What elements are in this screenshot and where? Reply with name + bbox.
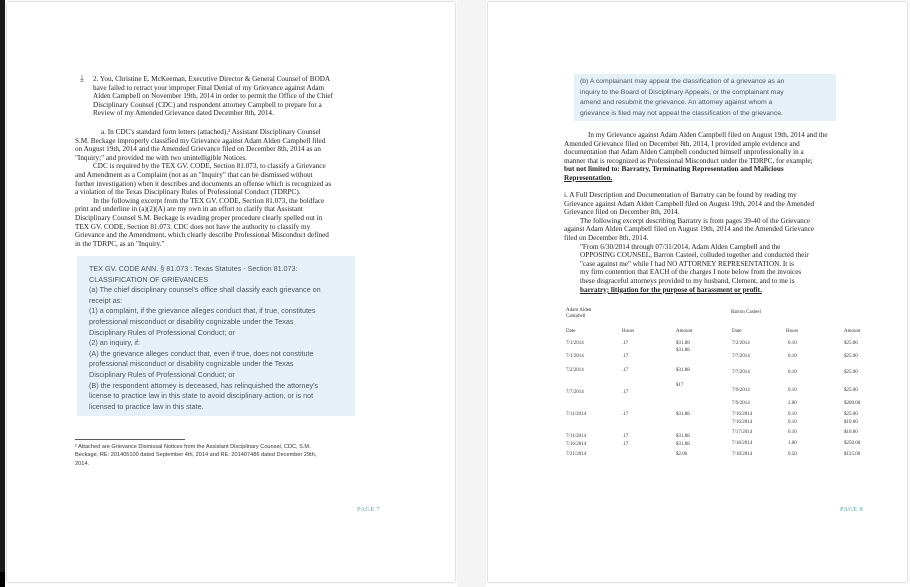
statute-b-line: grievance is filed may not appeal the classification of the grievance. — [580, 109, 783, 117]
statute-line: TEX GV. CODE ANN. § 81.073 : Texas Statutes - Section 81.073: — [89, 264, 298, 273]
table-cell: 7/1/2014 — [566, 341, 584, 346]
statute-line: (A) the grievance alleges conduct that, even if true, does not constitute — [89, 348, 314, 358]
statute-line: (2) an inquiry, if: — [89, 338, 140, 348]
table-cell: $25.00 — [844, 354, 858, 359]
para1-line: Representation. — [564, 174, 613, 182]
footnote-line: Beckage, RE: 201405100 dated September 4th, 2014 and RE: 201407486 dated December 29th, — [75, 452, 317, 459]
table-cell: 7/2/2014 — [732, 341, 750, 346]
table-cell: 0.10 — [788, 420, 797, 425]
table-cell: 7/17/2014 — [732, 430, 753, 435]
table-header: Date — [732, 329, 742, 334]
table-cell: $31.88 — [676, 341, 690, 346]
table-cell: $31.88 — [676, 368, 690, 373]
table-header: Amount — [844, 329, 861, 334]
table-cell: 7/16/2014 — [732, 412, 753, 417]
table-cell: 7/9/2014 — [732, 401, 750, 406]
statute-line: Disciplinary Rules of Professional Conduct; or — [89, 327, 235, 337]
para1-line: Amended Grievance filed on December 8th, 2014, I provided ample evidence and — [564, 139, 800, 148]
page-number: PAGE 7 — [357, 506, 381, 513]
statute-line: professional misconduct or disability cognizable under the Texas — [89, 359, 294, 369]
table-cell: 0.10 — [788, 370, 797, 375]
table-cell: 0.10 — [788, 388, 797, 393]
statute-line: licensed to practice law in this state. — [89, 401, 204, 411]
table-cell: 7/18/2014 — [732, 441, 753, 446]
table-cell: 7/1/2014 — [566, 354, 584, 359]
para-i-line: against Adam Alden Campbell filed on August 19th, 2014 and the Amended Grievance — [564, 225, 815, 234]
table-header: Date — [566, 329, 576, 334]
table-cell: 7/2/2014 — [566, 368, 584, 373]
scan-edge — [0, 0, 5, 587]
table-cell: $31.88 — [676, 442, 690, 447]
footnote-line: 2014. — [75, 460, 89, 467]
statute-line: (1) a complaint, if the grievance alleges conduct that, if true, constitutes — [89, 306, 316, 316]
item2-line: Review of my Amended Grievance dated December 8th, 2014. — [93, 109, 274, 118]
table-cell: $25.00 — [844, 412, 858, 417]
para-a-line: Disciplinary Counsel S.M. Beckage is evading proper procedure clearly spelled out in — [75, 214, 323, 222]
table-cell: $10.00 — [844, 420, 858, 425]
statute-line: license to practice law in this state to avoid disciplinary action, or is not — [89, 391, 314, 401]
table-cell: $25.00 — [844, 370, 858, 375]
table-cell: 7/7/2014 — [566, 390, 584, 395]
table-cell: 1.00 — [788, 441, 797, 446]
table-right-title: Barron Casteel — [731, 310, 761, 315]
table-cell: 7/21/2014 — [566, 452, 587, 457]
footnote-rule — [75, 439, 185, 440]
para-a-line: print and underline in (a)(2)(A) are my own in an effort to clarify that Assistant — [75, 205, 303, 214]
para-a-line: and Amendment as a Complaint (not as an "Inquiry" that can be dismissed without — [75, 171, 313, 179]
table-cell: 7/18/2014 — [732, 452, 753, 457]
page-number: PAGE 8 — [840, 506, 864, 513]
table-cell: $2.06 — [676, 452, 688, 457]
statute-line: (B) the respondent attorney is deceased, has relinquished the attorney's — [89, 380, 319, 390]
table-cell: 7/7/2014 — [732, 370, 750, 375]
item2-line: Alden Campbell on November 19th, 2014 in order to permit the Office of the Chief — [93, 92, 333, 101]
table-cell: $31.88 — [676, 434, 690, 439]
table-cell: $31.88 — [676, 412, 690, 417]
para-a-line: Grievance and the Amendment, which clearly describe Professional Misconduct defined — [75, 231, 329, 240]
table-cell: 7/9/2014 — [732, 388, 750, 393]
quote-line: these disgraceful attorneys provided to my husband, Clement, and to me is — [580, 277, 795, 285]
para-i-line: i. A Full Description and Documentation of Barratry can be found by reading my — [564, 191, 797, 199]
table-left-title: Campbell — [566, 314, 586, 319]
table-cell: 7/11/2014 — [566, 412, 587, 417]
statute-line: professional misconduct or disability cognizable under the Texas — [89, 317, 294, 326]
para-a-line: TEX GV. CODE, Section 81.073. CDC does not have the authority to classify my — [75, 222, 311, 231]
statute-line: CLASSIFICATION OF GRIEVANCES — [89, 274, 209, 284]
statute-line: (a) The chief disciplinary counsel's office shall classify each grievance on — [89, 285, 321, 295]
table-cell: .17 — [622, 341, 629, 346]
statute-line: Disciplinary Rules of Professional Conduct; or — [89, 370, 235, 379]
table-cell: 7/16/2014 — [732, 420, 753, 425]
page-8 — [488, 2, 907, 582]
table-cell: 0.10 — [788, 354, 797, 359]
statute-b-line: inquiry to the Board of Disciplinary Appeals, or the complainant may — [580, 88, 784, 96]
quote-line: "From 6/30/2014 through 07/31/2014, Adam Alden Campbell and the — [580, 242, 781, 251]
table-cell: $25.00 — [844, 388, 858, 393]
para-i-line: filed on December 8th, 2014. — [564, 234, 649, 242]
item2-line: 2. You, Christine E. McKeeman, Executive Director & General Counsel of BODA — [93, 75, 331, 83]
table-cell: $31.88 — [676, 348, 690, 353]
table-cell: $250.00 — [844, 441, 861, 446]
quote-line: OPPOSING COUNSEL, Barron Casteel, colluded together and conducted their — [580, 251, 809, 260]
table-cell: 0.10 — [788, 341, 797, 346]
table-cell: $10.00 — [844, 430, 858, 435]
quote-line: "case against me" while I had NO ATTORNEY REPRESENTATION. It is — [580, 259, 794, 268]
table-header: Amount — [676, 329, 693, 334]
table-cell: 0.50 — [788, 452, 797, 457]
para-a-line: a violation of the Texas Disciplinary Rules of Professional Conduct (TDRPC). — [75, 188, 301, 197]
para1-line: but not limited to: Barratry, Terminating Representation and Malicious — [564, 165, 784, 174]
para-a-line: on August 19th, 2014 and the Amended Grievance filed on December 8th, 2014 as an — [75, 145, 321, 154]
para-a-line: In the following excerpt from the TEX GV. CODE, Section 81.073, the boldface — [93, 196, 325, 205]
para-a-line: "Inquiry;" and provided me with two unintelligible Notices. — [75, 153, 247, 162]
table-cell: $125.00 — [844, 452, 861, 457]
table-cell: 2.00 — [788, 401, 797, 406]
quote-line: barratry; litigation for the purpose of harassment or profit. — [580, 285, 762, 294]
para-a-line: in the TDRPC, as an "Inquiry." — [75, 239, 165, 248]
page-7 — [7, 2, 455, 582]
table-cell: $25.00 — [844, 341, 858, 346]
para1-line: manner that is recognized as Professional Misconduct under the TDRPC, for example; — [564, 156, 813, 165]
statute-b-line: (b) A complainant may appeal the classification of a grievance as an — [580, 78, 785, 85]
para-a-line: S.M. Beckage improperly classified my Grievance against Adam Alden Campbell filed — [75, 136, 326, 145]
table-cell: 7/16/2014 — [566, 442, 587, 447]
item2-line: have failed to retract your improper Final Denial of my Grievance against Adam — [93, 83, 325, 92]
para-i-line: Grievance filed on December 8th, 2014. — [564, 208, 680, 217]
footnote-line: ² Attached are Grievance Dismissal Notices from the Assistant Disciplinary Counsel, CDC, S.M. — [75, 444, 311, 450]
para1-line: documentation that Adam Alden Campbell conducted himself unprofessionally in a — [564, 148, 804, 157]
scan-edge-bottom — [0, 572, 5, 587]
table-cell: .17 — [622, 434, 629, 439]
table-cell: .17 — [622, 390, 629, 395]
para-a-line: further investigation) when it describes and documents an offense which is recognized as — [75, 179, 332, 188]
table-left-title: Adam Alden — [566, 308, 592, 313]
arrow-down-icon: ⤓ — [80, 73, 84, 83]
table-cell: .17 — [622, 412, 629, 417]
table-cell: .17 — [622, 442, 629, 447]
page-gutter — [457, 0, 486, 587]
table-cell: 7/11/2014 — [566, 434, 587, 439]
statute-b-line: amend and resubmit the grievance. An attorney against whom a — [580, 99, 773, 107]
para-a-line: CDC is required by the TEX GV. CODE, Section 81.073, to classify a Grievance — [93, 162, 326, 171]
quote-line: my firm contention that EACH of the charges I note below from the invoices — [580, 268, 802, 277]
table-cell: .17 — [622, 368, 629, 373]
statute-line: receipt as: — [89, 295, 123, 305]
table-header: Hours — [786, 329, 799, 334]
table-cell: 0.10 — [788, 430, 797, 435]
table-header: Hours — [622, 329, 635, 334]
para-a-line: a. In CDC's standard form letters (attached),² Assistant Disciplinary Counsel — [101, 128, 321, 136]
para-i-line: The following excerpt describing Barratry is from pages 39-40 of the Grievance — [580, 216, 811, 225]
para1-line: In my Grievance against Adam Alden Campbell filed on August 19th, 2014 and the — [588, 131, 828, 139]
table-cell: .17 — [622, 354, 629, 359]
item2-line: Disciplinary Counsel (CDC) and respondent attorney Campbell to prepare for a — [93, 100, 322, 109]
para-i-line: Grievance against Adam Alden Campbell filed on August 19th, 2014 and the Amended — [564, 199, 815, 208]
table-cell: $17 — [676, 383, 684, 388]
table-cell: 0.10 — [788, 412, 797, 417]
table-cell: 7/7/2014 — [732, 354, 750, 359]
table-cell: $200.00 — [844, 401, 861, 406]
